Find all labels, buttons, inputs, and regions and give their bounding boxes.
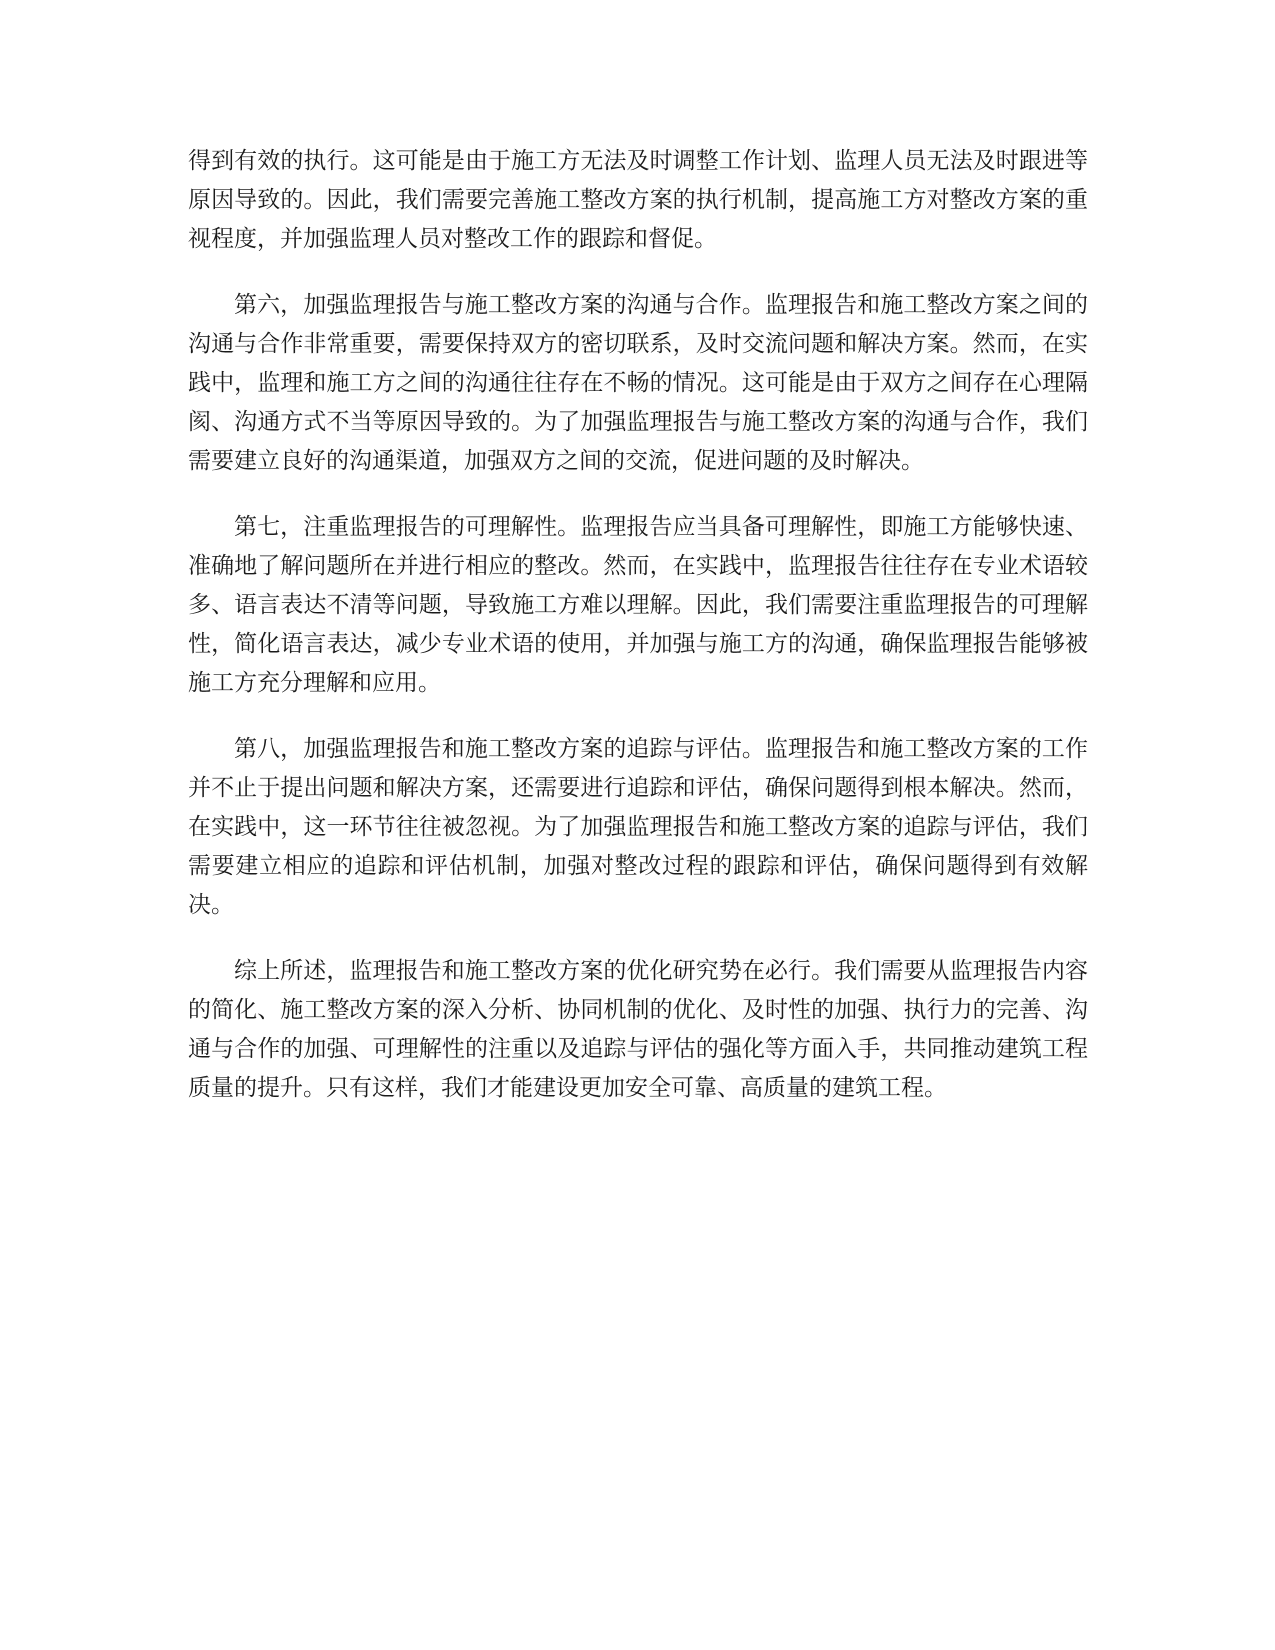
paragraph-eighth-point: 第八，加强监理报告和施工整改方案的追踪与评估。监理报告和施工整改方案的工作并不止于提出问题和解决方案，还需要进行追踪和评估，确保问题得到根本解决。然而，在实践中，这一环节往往被忽视。为了加强监理报告和施工整改方案的追踪与评估，我们需要建立相应的追踪和评估机制，加强对整改过程的跟踪和评估，确保问题得到有效解决。 <box>188 736 1088 918</box>
paragraph-seventh-point: 第七，注重监理报告的可理解性。监理报告应当具备可理解性，即施工方能够快速、准确地了解问题所在并进行相应的整改。然而，在实践中，监理报告往往存在专业术语较多、语言表达不清等问题，导致施工方难以理解。因此，我们需要注重监理报告的可理解性，简化语言表达，减少专业术语的使用，并加强与施工方的沟通，确保监理报告能够被施工方充分理解和应用。 <box>188 514 1088 696</box>
paragraph-continued: 得到有效的执行。这可能是由于施工方无法及时调整工作计划、监理人员无法及时跟进等原因导致的。因此，我们需要完善施工整改方案的执行机制，提高施工方对整改方案的重视程度，并加强监理人员对整改工作的跟踪和督促。 <box>188 148 1088 252</box>
document-body <box>188 142 1088 1135</box>
paragraph-conclusion: 综上所述，监理报告和施工整改方案的优化研究势在必行。我们需要从监理报告内容的简化、施工整改方案的深入分析、协同机制的优化、及时性的加强、执行力的完善、沟通与合作的加强、可理解性的注重以及追踪与评估的强化等方面入手，共同推动建筑工程质量的提升。只有这样，我们才能建设更加安全可靠、高质量的建筑工程。 <box>188 958 1088 1101</box>
paragraph-sixth-point: 第六，加强监理报告与施工整改方案的沟通与合作。监理报告和施工整改方案之间的沟通与合作非常重要，需要保持双方的密切联系，及时交流问题和解决方案。然而，在实践中，监理和施工方之间的沟通往往存在不畅的情况。这可能是由于双方之间存在心理隔阂、沟通方式不当等原因导致的。为了加强监理报告与施工整改方案的沟通与合作，我们需要建立良好的沟通渠道，加强双方之间的交流，促进问题的及时解决。 <box>188 292 1088 474</box>
